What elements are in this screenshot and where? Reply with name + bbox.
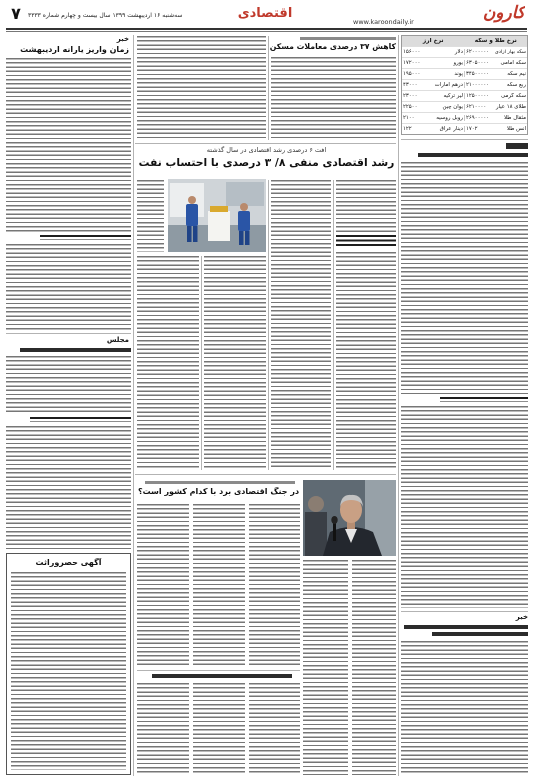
main-story-text-beside-photo — [137, 180, 164, 252]
currency-label: دینار عراق — [439, 126, 463, 132]
currency-label: لیر ترکیه — [443, 93, 463, 99]
gold-label: نیم سکه — [507, 71, 526, 77]
gold-label: ربع سکه — [506, 82, 526, 88]
right-column-rule-1 — [401, 139, 528, 140]
gold-label: سکه امامی — [500, 60, 526, 66]
left-news-subhead — [40, 235, 131, 240]
gold-table-title: نرخ طلا و سکه — [474, 38, 517, 44]
left-news-text-2 — [6, 244, 131, 330]
main-story-text-col-4 — [137, 256, 199, 470]
main-story-rule-bottom — [135, 474, 396, 475]
bottom-story-headline: در جنگ اقتصادی برد با کدام کشور است؟ — [137, 487, 300, 496]
main-story-text-col-3 — [204, 256, 266, 470]
bottom-subsection-headline — [152, 674, 292, 678]
right-article-subhead — [440, 397, 528, 402]
price-row — [402, 46, 527, 57]
parliament-headline — [20, 348, 131, 352]
main-story-headline: رشد اقتصادی منفی ۸/ ۳ درصدی با احتساب نفت — [138, 156, 395, 169]
right-article-text — [401, 162, 528, 394]
main-story-subhead — [336, 235, 396, 249]
bottom-story-text-under-photo-1 — [352, 560, 396, 775]
currency-value: ۴۳۰۰۰ — [403, 82, 418, 88]
main-story-text-col-2 — [271, 180, 331, 470]
right-news-headline-line-2 — [432, 632, 528, 636]
newspaper-logo: کارون — [482, 3, 525, 23]
left-news-label: خبر — [116, 35, 129, 43]
top-story-kicker — [300, 37, 396, 40]
inheritance-notice-title: آگهی حصروراثت — [35, 558, 102, 567]
currency-label: دلار — [454, 49, 463, 55]
parliament-text — [6, 356, 131, 414]
gold-label: طلای ۱۸ عیار — [495, 104, 526, 110]
currency-value: ۱۷۲۰۰۰ — [403, 60, 421, 66]
bottom-subsection-text-1 — [249, 683, 300, 775]
main-story-rule-top — [135, 143, 396, 144]
left-news-headline: زمان واریز یارانه اردیبهشت — [20, 45, 129, 54]
header-rule-thin — [6, 31, 527, 32]
main-col-rule-1 — [333, 180, 334, 470]
right-news-text — [401, 641, 528, 775]
column-rule-left — [133, 35, 134, 776]
speaker-photo — [303, 480, 396, 556]
gold-value: ۲۱۰۰۰۰۰۰ — [464, 82, 494, 88]
top-left-story-text — [137, 36, 266, 140]
main-col-rule-2 — [268, 180, 269, 470]
right-news-label: خبر — [515, 613, 528, 621]
left-column-rule — [6, 333, 131, 334]
currency-value: ۲۳۰۰۰ — [403, 93, 418, 99]
price-row — [402, 123, 527, 134]
gold-value: ۲۶۹۰۰۰۰۰ — [464, 115, 494, 121]
price-row — [402, 101, 527, 112]
inheritance-notice-text — [11, 572, 126, 770]
price-row — [402, 57, 527, 68]
gold-value: ۶۳۰۵۰۰۰۰ — [464, 60, 494, 66]
price-row — [402, 68, 527, 79]
bottom-subsection-text-3 — [137, 683, 189, 775]
bottom-story-text-col-3 — [137, 504, 189, 668]
machine-body — [208, 211, 230, 241]
machine-top — [210, 206, 228, 212]
gold-value: ۳۴۵۰۰۰۰۰ — [464, 71, 494, 77]
column-rule-right — [398, 35, 399, 776]
price-table — [401, 35, 528, 135]
bottom-subsection-text-2 — [193, 683, 245, 775]
section-title: اقتصادی — [237, 6, 293, 21]
main-story-kicker: افت ۶ درصدی رشد اقتصادی در سال گذشته — [206, 146, 327, 154]
price-table-header — [402, 36, 527, 46]
factory-workers-photo — [168, 179, 266, 252]
inheritance-notice-box — [6, 553, 131, 775]
top-story-headline: کاهش ۳۷ درصدی معاملات مسکن — [270, 42, 396, 51]
page-number: ۷ — [11, 4, 21, 23]
currency-label: یوان چین — [442, 104, 463, 110]
main-col-rule-3 — [201, 256, 202, 470]
main-story-text-col-1 — [336, 180, 396, 232]
gold-label: سکه بهار آزادی — [494, 49, 526, 55]
gold-label: مثقال طلا — [503, 115, 526, 121]
background-person — [305, 496, 327, 556]
gold-value: ۱۷۰۲ — [464, 126, 494, 132]
currency-label: پوند — [454, 71, 463, 77]
issue-date-line: سه‌شنبه ۱۶ اردیبهشت ۱۳۹۹ سال بیست و چهارم شماره ۳۳۳۳ — [28, 12, 183, 19]
bottom-story-kicker — [145, 481, 295, 484]
currency-label: روبل روسیه — [436, 115, 463, 121]
gold-label: انس طلا — [506, 126, 526, 132]
bottom-subsection-rule — [137, 670, 300, 671]
gold-value: ۶۲۱۰۰۰۰ — [464, 104, 494, 110]
price-row — [402, 79, 527, 90]
price-row — [402, 90, 527, 101]
right-article-text-2 — [401, 406, 528, 608]
parliament-subhead — [30, 417, 131, 422]
currency-value: ۲۲۵۰۰ — [403, 104, 418, 110]
currency-table-title: نرخ ارز — [422, 38, 444, 44]
currency-value: ۲۱۰۰ — [403, 115, 415, 121]
website-url: www.karoondaily.ir — [353, 18, 414, 26]
top-middle-rule — [268, 36, 269, 140]
right-news-headline-line-1 — [404, 625, 528, 629]
gold-value: ۶۲۰۰۰۰۰۰ — [464, 49, 494, 55]
currency-value: ۱۲۲ — [403, 126, 412, 132]
right-column-rule-2 — [401, 611, 528, 612]
currency-value: ۱۵۶۰۰۰ — [403, 49, 421, 55]
right-article-headline — [418, 153, 528, 157]
left-news-text — [6, 58, 131, 232]
bottom-story-text-col-1 — [249, 504, 300, 668]
currency-label: یورو — [453, 60, 463, 66]
factory-window — [226, 182, 264, 206]
main-story-text-col-1b — [336, 252, 396, 470]
parliament-label: مجلس — [106, 336, 129, 344]
top-story-text — [271, 57, 396, 140]
currency-value: ۱۹۵۰۰۰ — [403, 71, 421, 77]
header-rule — [6, 28, 527, 30]
bottom-story-text-col-2 — [193, 504, 245, 668]
gold-label: سکه گرمی — [500, 93, 526, 99]
bottom-story-text-under-photo-2 — [303, 560, 348, 775]
parliament-text-2 — [6, 426, 131, 549]
price-row — [402, 112, 527, 123]
right-section-tag — [506, 143, 528, 149]
gold-value: ۱۲۵۰۰۰۰۰ — [464, 93, 494, 99]
price-rows — [402, 46, 527, 134]
currency-label: درهم امارات — [434, 82, 463, 88]
